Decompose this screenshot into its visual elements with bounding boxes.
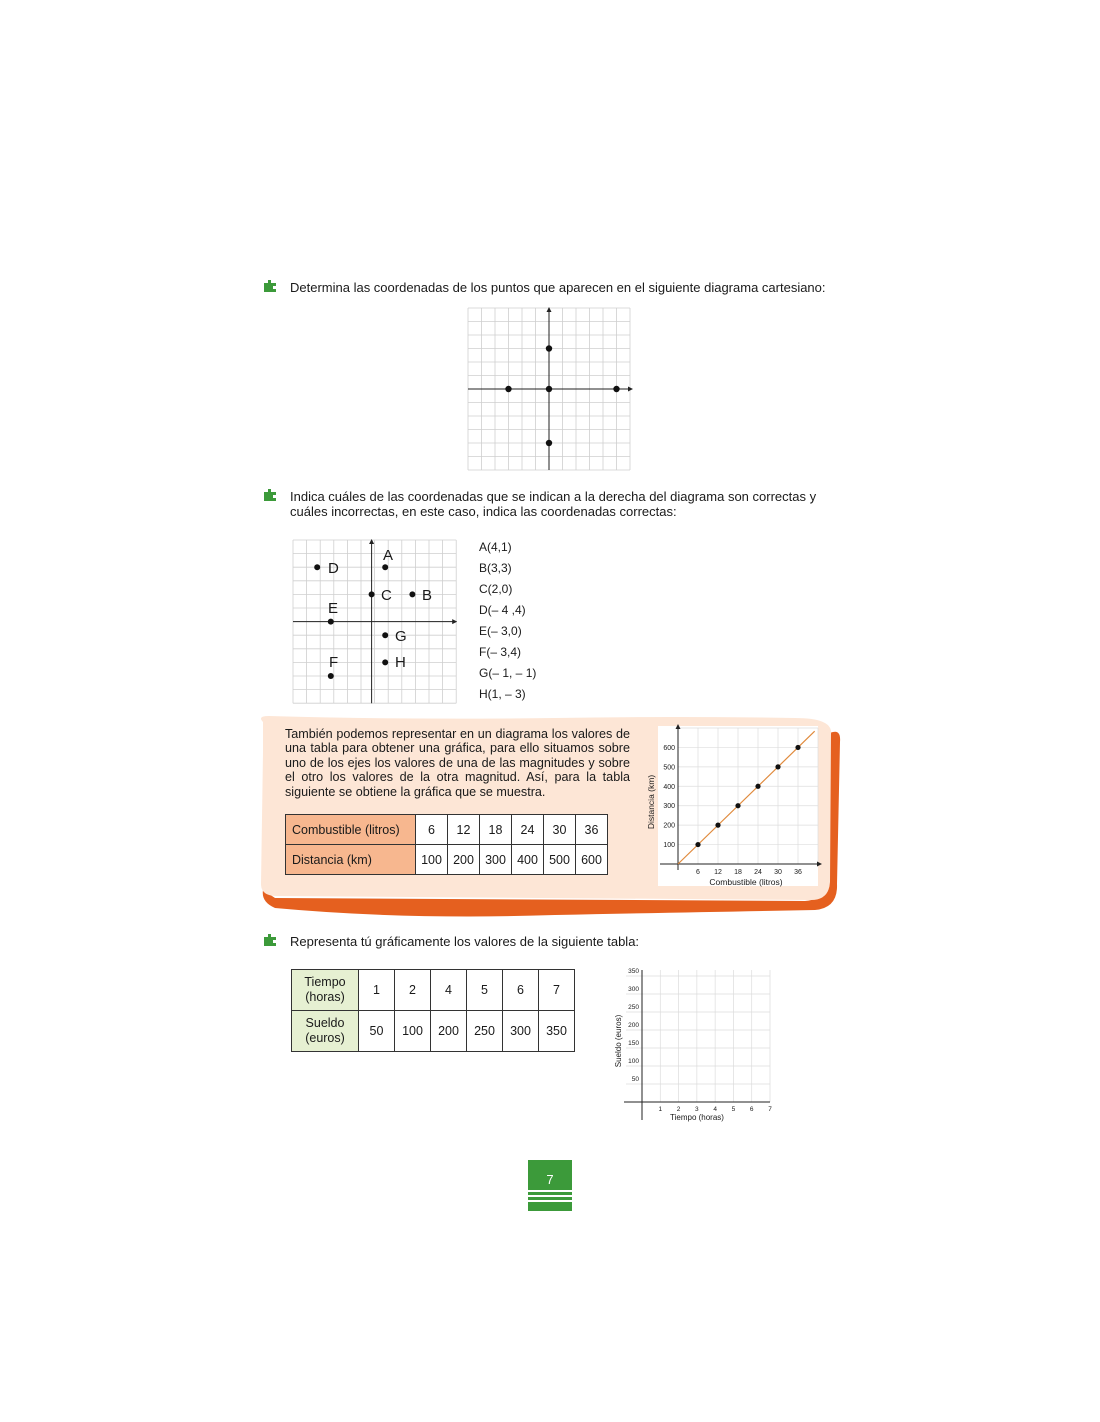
- x-tick-label: 4: [713, 1106, 717, 1113]
- header-text: (euros): [305, 1031, 345, 1045]
- y-tick-label: 200: [663, 822, 675, 830]
- point-marker: [409, 591, 415, 597]
- coordinates-list: [479, 538, 536, 706]
- y-tick-label: 100: [663, 842, 675, 850]
- y-tick-label: 50: [631, 1076, 639, 1083]
- point-labels: [328, 547, 432, 671]
- table-row: [286, 815, 608, 845]
- data-point: [775, 764, 780, 769]
- chart-tick-labels: [628, 968, 772, 1113]
- cartesian-diagram-1: [466, 306, 634, 474]
- x-tick-label: 3: [695, 1106, 699, 1113]
- page-number: 7: [546, 1172, 554, 1187]
- label-g: G: [395, 628, 407, 645]
- x-tick-label: 24: [754, 869, 762, 876]
- y-tick-label: 350: [628, 968, 639, 975]
- coord-h: H(1, – 3): [479, 687, 526, 701]
- point-marker: [382, 632, 388, 638]
- puzzle-bullet-icon: [262, 933, 278, 947]
- x-axis-arrow: [628, 387, 633, 392]
- exercise3-instruction: Representa tú gráficamente los valores de la siguiente tabla:: [290, 934, 640, 949]
- table-cell: 250: [467, 1011, 503, 1052]
- table-cell: 30: [544, 815, 576, 845]
- table-cell: 36: [576, 815, 608, 845]
- table-cell: 1: [359, 970, 395, 1011]
- point-marker: [328, 673, 334, 679]
- x-tick-label: 18: [734, 869, 742, 876]
- table-cell: 2: [395, 970, 431, 1011]
- table-row: [286, 845, 608, 875]
- table-cell: 200: [431, 1011, 467, 1052]
- data-point: [795, 745, 800, 750]
- y-axis-label: Distancia (km): [646, 774, 656, 830]
- x-tick-label: 5: [731, 1106, 736, 1113]
- y-tick-label: 300: [663, 803, 675, 811]
- point-marker: [546, 345, 552, 351]
- x-tick-label: 6: [749, 1106, 754, 1113]
- y-axis-label: Sueldo (euros): [614, 1014, 623, 1068]
- x-tick-label: 6: [696, 869, 700, 876]
- fuel-distance-chart: [640, 722, 825, 890]
- stripe-decoration: [528, 1200, 572, 1202]
- x-axis-arrow: [817, 862, 822, 867]
- coord-a: A(4,1): [479, 540, 512, 554]
- table-cell: 100: [416, 845, 448, 875]
- explanation-text: También podemos representar en un diagrama los valores de una tabla para obtener una gráfica, para ello situamos sobre uno de los ejes los valores de una de las magnitudes y sobre el otro los valores de la otra magnitud. Así, para la tabla siguiente se obtiene la gráfica que se muestra.: [285, 727, 630, 799]
- coord-c: C(2,0): [479, 582, 513, 596]
- x-tick-label: 7: [768, 1106, 772, 1113]
- table-cell: 12: [448, 815, 480, 845]
- grid-lines: [293, 539, 457, 703]
- table-cell: 18: [480, 815, 512, 845]
- table-row: [292, 1011, 575, 1052]
- coord-d: D(– 4 ,4): [479, 603, 526, 617]
- y-tick-label: 500: [663, 764, 675, 772]
- label-c: C: [381, 587, 392, 604]
- table-cell: 300: [503, 1011, 539, 1052]
- time-salary-table: [291, 969, 575, 1052]
- table-cell: 100: [395, 1011, 431, 1052]
- coord-g: G(– 1, – 1): [479, 666, 537, 680]
- y-tick-label: 100: [628, 1058, 639, 1065]
- table-cell: 7: [539, 970, 575, 1011]
- table-header-cell: Distancia (km): [286, 845, 416, 875]
- exercise2-instruction-line2: cuáles incorrectas, en este caso, indica las coordenadas correctas:: [290, 504, 677, 519]
- chart-grid: [626, 970, 770, 1102]
- stripe-decoration: [528, 1195, 572, 1197]
- page-number-box: [528, 1160, 572, 1211]
- label-a: A: [383, 547, 394, 564]
- x-tick-label: 2: [676, 1106, 681, 1113]
- coord-e: E(– 3,0): [479, 624, 522, 638]
- fuel-distance-table: [285, 814, 608, 875]
- x-axis-label: Tiempo (horas): [670, 1113, 724, 1122]
- exercise1-instruction: Determina las coordenadas de los puntos que aparecen en el siguiente diagrama cartesiano:: [290, 280, 826, 295]
- time-salary-chart: [608, 966, 778, 1126]
- coord-b: B(3,3): [479, 561, 512, 575]
- label-e: E: [328, 600, 339, 617]
- table-cell: 350: [539, 1011, 575, 1052]
- table-cell: 6: [416, 815, 448, 845]
- table-cell: 300: [480, 845, 512, 875]
- point-marker: [314, 564, 320, 570]
- x-tick-label: 1: [658, 1106, 663, 1113]
- point-marker: [369, 591, 375, 597]
- header-text: Tiempo: [304, 975, 346, 989]
- point-marker: [546, 386, 552, 392]
- data-point: [715, 823, 720, 828]
- table-header-cell: [292, 970, 359, 1011]
- point-marker: [328, 619, 334, 625]
- y-tick-label: 400: [663, 783, 675, 791]
- table-header-cell: [292, 1011, 359, 1052]
- y-tick-label: 300: [628, 986, 639, 993]
- y-tick-label: 600: [663, 744, 675, 752]
- coord-f: F(– 3,4): [479, 645, 522, 659]
- table-cell: 200: [448, 845, 480, 875]
- table-cell: 400: [512, 845, 544, 875]
- table-cell: 500: [544, 845, 576, 875]
- x-axis-label: Combustible (litros): [709, 877, 783, 887]
- y-tick-label: 150: [628, 1040, 639, 1047]
- point-marker: [382, 659, 388, 665]
- label-b: B: [422, 587, 433, 604]
- data-point: [695, 842, 700, 847]
- y-tick-label: 200: [628, 1022, 639, 1029]
- point-marker: [613, 386, 619, 392]
- table-header-cell: Combustible (litros): [286, 815, 416, 845]
- header-text: Sueldo: [305, 1016, 345, 1030]
- puzzle-bullet-icon: [262, 488, 278, 502]
- point-marker: [382, 564, 388, 570]
- x-tick-label: 12: [714, 869, 722, 876]
- table-cell: 50: [359, 1011, 395, 1052]
- x-tick-label: 30: [774, 869, 782, 876]
- y-tick-label: 250: [628, 1004, 639, 1011]
- table-cell: 6: [503, 970, 539, 1011]
- data-point: [755, 784, 760, 789]
- label-h: H: [395, 654, 406, 671]
- label-d: D: [328, 560, 339, 577]
- header-text: (horas): [305, 990, 345, 1004]
- table-cell: 4: [431, 970, 467, 1011]
- stripe-decoration: [528, 1190, 572, 1192]
- exercise2-instruction-line1: Indica cuáles de las coordenadas que se indican a la derecha del diagrama son correctas y: [290, 489, 817, 504]
- cartesian-diagram-2: [291, 538, 457, 704]
- table-cell: 24: [512, 815, 544, 845]
- point-marker: [546, 440, 552, 446]
- table-row: [292, 970, 575, 1011]
- data-point: [735, 803, 740, 808]
- label-f: F: [329, 654, 339, 671]
- x-tick-label: 36: [794, 869, 802, 876]
- puzzle-bullet-icon: [262, 279, 278, 293]
- table-cell: 5: [467, 970, 503, 1011]
- point-marker: [505, 386, 511, 392]
- table-cell: 600: [576, 845, 608, 875]
